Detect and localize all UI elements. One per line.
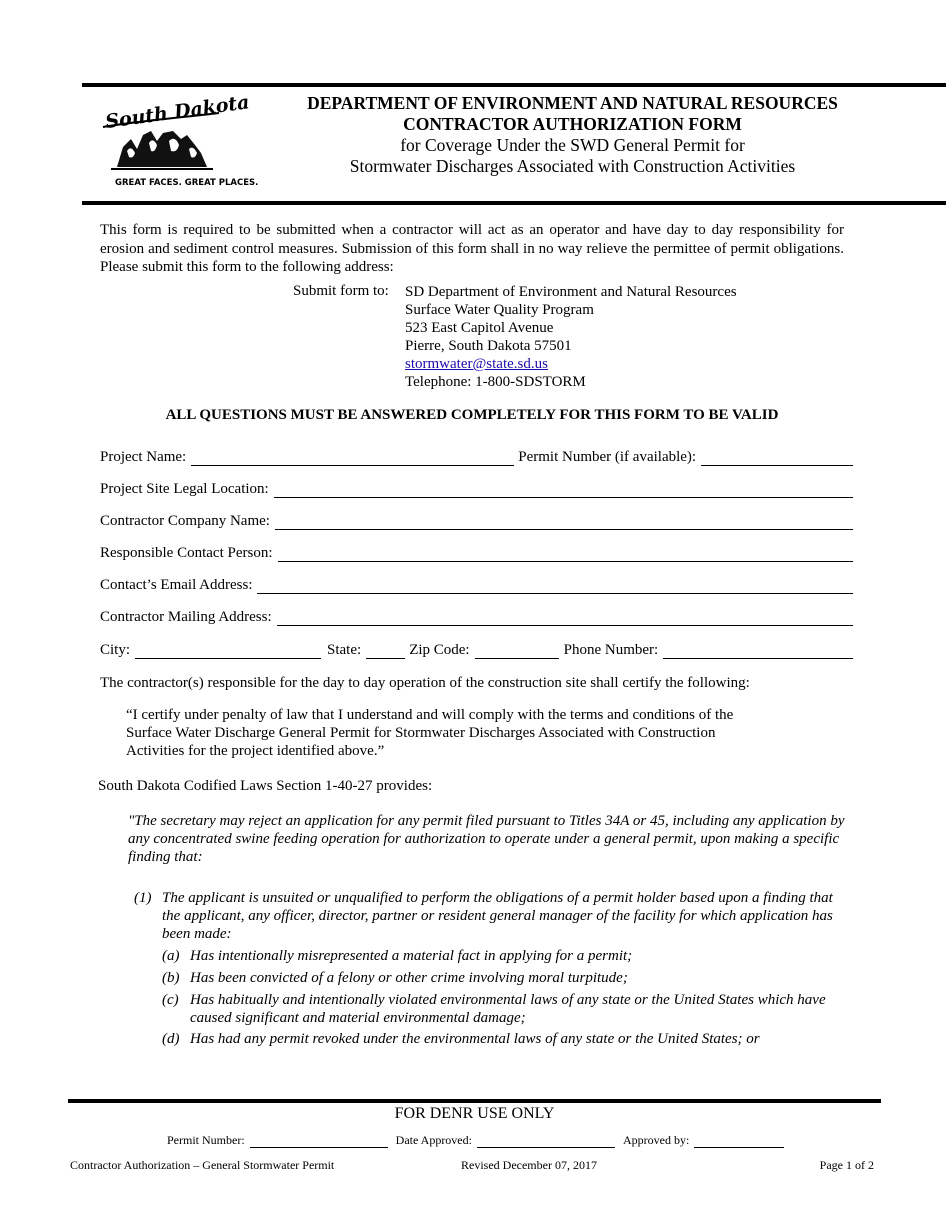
law-subitem-number: (d) bbox=[162, 1031, 180, 1047]
law-subitem-text: Has had any permit revoked under the environmental laws of any state or the United States; or bbox=[190, 1031, 760, 1047]
certification-statement: “I certify under penalty of law that I understand and will comply with the terms and conditions of the Surface Water Discharge General Permit for Stormwater Discharges Associated with Construction Activities for the project identified above.” bbox=[126, 707, 734, 759]
logo-script-text: South Dakota bbox=[103, 91, 251, 134]
form-header bbox=[240, 93, 905, 177]
mailing-address-field[interactable] bbox=[277, 611, 853, 626]
submit-program: Surface Water Quality Program bbox=[405, 302, 594, 318]
phone-field[interactable] bbox=[663, 644, 853, 659]
company-name-label: Contractor Company Name: bbox=[100, 513, 270, 529]
law-subitem-text: Has habitually and intentionally violated environmental laws of any state or the United States which have caused significant and material environmental damage; bbox=[190, 992, 826, 1026]
denr-permit-number-field[interactable] bbox=[250, 1136, 388, 1148]
form-subtitle-1: for Coverage Under the SWD General Permit for bbox=[400, 135, 745, 155]
department-title: DEPARTMENT OF ENVIRONMENT AND NATURAL RESOURCES bbox=[307, 93, 838, 113]
law-item-1-number: (1) bbox=[134, 890, 152, 906]
form-title: CONTRACTOR AUTHORIZATION FORM bbox=[403, 114, 742, 134]
row-legal-location bbox=[100, 481, 853, 498]
law-subitem-number: (c) bbox=[162, 992, 179, 1008]
law-subitem-number: (a) bbox=[162, 948, 180, 964]
permit-number-label: Permit Number (if available): bbox=[518, 449, 697, 465]
form-subtitle-2: Stormwater Discharges Associated with Construction Activities bbox=[349, 156, 796, 176]
south-dakota-logo bbox=[97, 91, 259, 193]
law-subitem bbox=[162, 991, 832, 1027]
law-subitem bbox=[162, 1030, 832, 1048]
law-subitem-text: Has intentionally misrepresented a material fact in applying for a permit; bbox=[190, 948, 633, 964]
legal-location-field[interactable] bbox=[274, 483, 853, 498]
submit-phone: Telephone: 1-800-SDSTORM bbox=[405, 374, 586, 390]
denr-date-approved-field[interactable] bbox=[477, 1136, 615, 1148]
law-subitem-text: Has been convicted of a felony or other crime involving moral turpitude; bbox=[190, 970, 628, 986]
footer-page-number: Page 1 of 2 bbox=[819, 1158, 874, 1172]
state-label: State: bbox=[327, 642, 362, 658]
denr-approved-by-label: Approved by: bbox=[622, 1133, 690, 1147]
phone-label: Phone Number: bbox=[563, 642, 659, 658]
row-contact-person bbox=[100, 545, 853, 562]
denr-row bbox=[167, 1133, 787, 1148]
denr-top-rule bbox=[68, 1099, 881, 1103]
company-name-field[interactable] bbox=[275, 515, 853, 530]
city-field[interactable] bbox=[135, 644, 321, 659]
intro-paragraph: This form is required to be submitted when a contractor will act as an operator and have day to day responsibility for erosion and sediment control measures. Submission of this form shall in no way relieve the permittee of permit obligations. Please submit this form to the following address: bbox=[100, 222, 844, 275]
project-name-field[interactable] bbox=[191, 451, 514, 466]
legal-location-label: Project Site Legal Location: bbox=[100, 481, 269, 497]
logo-tagline: GREAT FACES. GREAT PLACES. bbox=[115, 178, 259, 188]
email-label: Contact’s Email Address: bbox=[100, 577, 253, 593]
submit-street: 523 East Capitol Avenue bbox=[405, 320, 554, 336]
email-field[interactable] bbox=[257, 579, 853, 594]
row-project-name bbox=[100, 449, 853, 466]
submit-city: Pierre, South Dakota 57501 bbox=[405, 338, 572, 354]
header-top-rule bbox=[82, 83, 946, 87]
project-name-label: Project Name: bbox=[100, 449, 187, 465]
law-subitem bbox=[162, 969, 832, 987]
contact-person-label: Responsible Contact Person: bbox=[100, 545, 273, 561]
row-mailing-address bbox=[100, 609, 853, 626]
law-title: South Dakota Codified Laws Section 1-40-27 provides: bbox=[98, 778, 433, 794]
certify-intro: The contractor(s) responsible for the day to day operation of the construction site shall certify the following: bbox=[100, 675, 750, 691]
all-questions-notice: ALL QUESTIONS MUST BE ANSWERED COMPLETELY FOR THIS FORM TO BE VALID bbox=[165, 407, 779, 423]
mailing-address-label: Contractor Mailing Address: bbox=[100, 609, 272, 625]
footer-left: Contractor Authorization – General Stormwater Permit bbox=[70, 1158, 335, 1172]
law-subitem bbox=[162, 947, 832, 965]
submit-label: Submit form to: bbox=[293, 283, 389, 299]
submit-org: SD Department of Environment and Natural Resources bbox=[405, 284, 737, 300]
denr-use-only-title: FOR DENR USE ONLY bbox=[394, 1105, 555, 1122]
law-item-1-text: The applicant is unsuited or unqualified to perform the obligations of a permit holder based upon a finding that the applicant, any officer, director, partner or resident general manager of the facility for which application has been made: bbox=[162, 890, 833, 942]
law-item-1 bbox=[134, 889, 844, 943]
zip-field[interactable] bbox=[475, 644, 559, 659]
denr-permit-number-label: Permit Number: bbox=[167, 1133, 245, 1147]
row-company-name bbox=[100, 513, 853, 530]
zip-label: Zip Code: bbox=[409, 642, 470, 658]
row-city-state-zip-phone bbox=[100, 642, 853, 659]
submit-email-link[interactable]: stormwater@state.sd.us bbox=[405, 356, 548, 372]
permit-number-field[interactable] bbox=[701, 451, 853, 466]
city-label: City: bbox=[100, 642, 131, 658]
submit-address bbox=[405, 283, 737, 391]
law-subitem-number: (b) bbox=[162, 970, 180, 986]
denr-date-approved-label: Date Approved: bbox=[395, 1133, 472, 1147]
law-text: "The secretary may reject an application for any permit filed pursuant to Titles 34A or 45, including any application by any concentrated swine feeding operation for authorization to operate under a general permit, upon making a specific finding that: bbox=[128, 813, 845, 865]
footer-revision: Revised December 07, 2017 bbox=[461, 1158, 597, 1172]
state-field[interactable] bbox=[366, 644, 405, 659]
contact-person-field[interactable] bbox=[278, 547, 854, 562]
row-email bbox=[100, 577, 853, 594]
denr-approved-by-field[interactable] bbox=[694, 1136, 784, 1148]
header-bottom-rule bbox=[82, 201, 946, 205]
